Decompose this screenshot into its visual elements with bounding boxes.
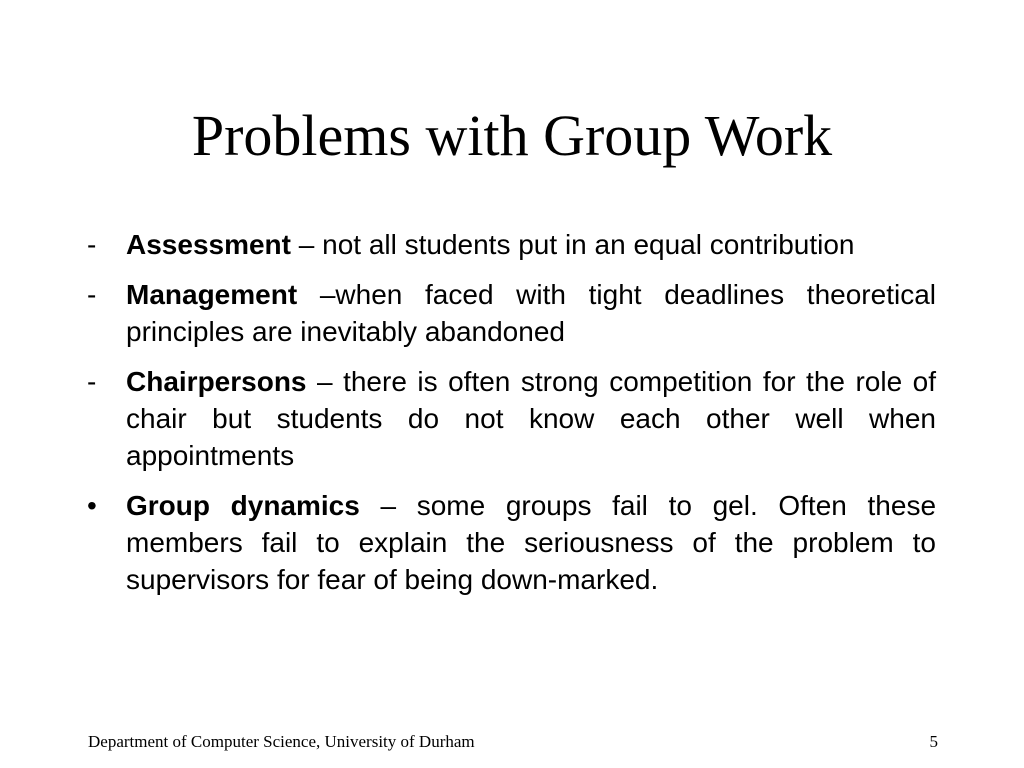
bullet-list: [84, 226, 936, 611]
bullet-term: Chairpersons: [126, 366, 307, 397]
dash-marker: -: [87, 229, 97, 260]
bullet-text: – there is often strong competition for the role of chair but students do not know each other well when appointments: [126, 366, 936, 471]
bullet-item-chairpersons: [84, 363, 936, 474]
bullet-text: – not all students put in an equal contribution: [290, 229, 855, 260]
bullet-text: –when faced with tight deadlines theoretical principles are inevitably abandoned: [126, 279, 936, 347]
bullet-term: Group dynamics: [126, 490, 360, 521]
bullet-term: Assessment: [126, 229, 291, 260]
bullet-item-group-dynamics: [84, 487, 936, 598]
bullet-term: Management: [126, 279, 298, 310]
footer-department: Department of Computer Science, University of Durham: [88, 732, 475, 751]
bullet-text: – some groups fail to gel. Often these members fail to explain the seriousness of the problem to supervisors for fear of being down-marked.: [126, 490, 937, 595]
slide-title: Problems with Group Work: [191, 103, 833, 168]
bullet-item-assessment: [84, 226, 936, 263]
dot-marker: •: [87, 490, 97, 521]
dash-marker: -: [87, 366, 97, 397]
dash-marker: -: [87, 279, 97, 310]
footer-page-number: 5: [929, 732, 938, 751]
bullet-item-management: [84, 276, 936, 350]
